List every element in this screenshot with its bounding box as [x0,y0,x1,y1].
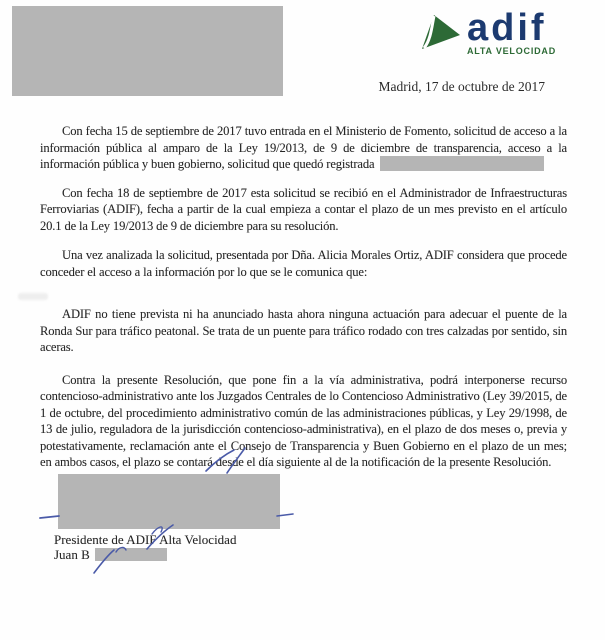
adif-brand-name: adif [467,7,547,49]
adif-logo-text [467,7,557,56]
signature-name-row [54,547,605,562]
letter-body [40,123,567,471]
scan-artifact-smudge [18,293,48,300]
date-line: Madrid, 17 de octubre de 2017 [378,79,545,94]
body-paragraph-2: Con fecha 18 de septiembre de 2017 esta solicitud se recibió en el Administrador de Infraestructuras Ferroviarias (ADIF), fecha a partir de la cual empieza a contar el plazo de un mes previsto en el artículo 20.1 de la Ley 19/2013 de 9 de diciembre para su resolución. [40,185,567,233]
signature-title: Presidente de ADIF Alta Velocidad [54,531,237,547]
signature-name: Juan B [54,546,90,562]
body-paragraph-1 [40,123,567,173]
redaction-box-name [95,548,167,561]
redaction-box-signature [58,474,280,529]
body-paragraph-4: ADIF no tiene prevista ni ha anunciado hasta ahora ninguna actuación para adecuar el puente de la Ronda Sur para tráfico peatonal. Se trata de un puente para tráfico rodado con tres calzadas por sentido, sin aceras. [40,307,567,354]
redaction-box-recipient [12,6,283,96]
body-paragraph-3: Una vez analizada la solicitud, presentada por Dña. Alicia Morales Ortiz, ADIF considera que procede conceder el acceso a la información por lo que se le comunica que: [40,248,567,279]
paragraph-text: Con fecha 15 de septiembre de 2017 tuvo entrada en el Ministerio de Fomento, solicitud de acceso a la información pública al amparo de la Ley 19/2013, de 9 de diciembre de transparencia, acceso a la información pública y buen gobierno, solicitud que quedó registrada [40,124,567,171]
signature-block [54,474,605,562]
adif-logo [421,7,605,58]
redaction-box-registry-number [380,156,544,171]
adif-arrow-icon [421,14,461,52]
adif-tagline: ALTA VELOCIDAD [467,46,557,56]
body-paragraph-5: Contra la presente Resolución, que pone fin a la vía administrativa, podrá interponerse recurso contencioso-administrativo ante los Juzgados Centrales de lo Contencioso Administrativo (Ley 39/2015, de 1 de octubre, del procedimiento administrativo común de las administraciones públicas, y Ley 29/1998, de 13 de julio, reguladora de la jurisdicción contencioso-administrativa), en el plazo de dos meses o, previa y potestativamente, reclamación ante el Consejo de Transparencia y Buen Gobierno en el plazo de un mes; en ambos casos, el plazo se contará desde el día siguiente al de la notificación de la presente Resolución. [40,372,567,469]
